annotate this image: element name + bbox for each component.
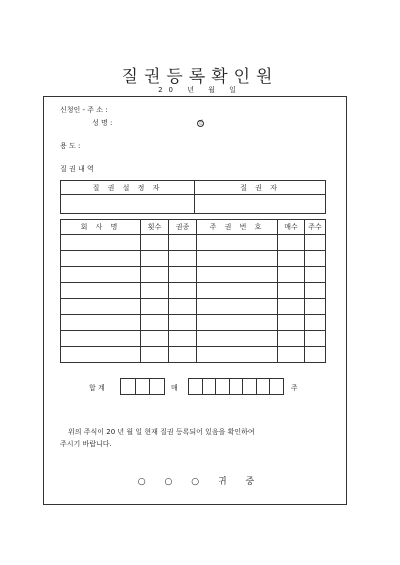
table-row <box>61 315 326 331</box>
table-cell[interactable] <box>278 347 305 363</box>
date-line: 20 년 월 일 <box>158 86 242 94</box>
table-cell[interactable] <box>305 251 326 267</box>
count-header: 횟수 <box>141 220 169 235</box>
table-cell[interactable] <box>169 251 197 267</box>
table-cell[interactable] <box>61 315 141 331</box>
table-cell[interactable] <box>61 331 141 347</box>
table-cell[interactable] <box>305 347 326 363</box>
table-cell[interactable] <box>141 315 169 331</box>
table-cell[interactable] <box>197 235 278 251</box>
table-cell[interactable] <box>141 299 169 315</box>
confirmation-text-line2: 주시기 바랍니다. <box>60 440 112 448</box>
table-cell[interactable] <box>305 315 326 331</box>
table-row <box>61 299 326 315</box>
table-cell[interactable] <box>61 283 141 299</box>
table-cell[interactable] <box>169 283 197 299</box>
table-cell[interactable] <box>61 347 141 363</box>
table-cell[interactable] <box>197 267 278 283</box>
table-cell[interactable] <box>278 315 305 331</box>
table-cell[interactable] <box>141 267 169 283</box>
table-cell[interactable] <box>169 267 197 283</box>
table-cell[interactable] <box>305 267 326 283</box>
table-cell[interactable] <box>169 315 197 331</box>
company-name-header: 회 사 명 <box>61 220 141 235</box>
table-cell[interactable] <box>169 347 197 363</box>
table-row <box>61 283 326 299</box>
certificate-number-header: 주 권 번 호 <box>197 220 278 235</box>
shares-header: 주수 <box>305 220 326 235</box>
pledge-section-label: 질 권 내 역 <box>60 165 94 173</box>
pledgee-header: 질 권 자 <box>195 181 326 195</box>
table-cell[interactable] <box>61 251 141 267</box>
table-cell[interactable] <box>141 283 169 299</box>
table-cell[interactable] <box>197 283 278 299</box>
table-cell[interactable] <box>169 299 197 315</box>
table-cell[interactable] <box>169 331 197 347</box>
seal-mark-icon: 인 <box>198 120 203 126</box>
document-title: 질권등록확인원 <box>121 67 279 87</box>
table-cell[interactable] <box>305 331 326 347</box>
table-cell[interactable] <box>305 299 326 315</box>
pledgor-header: 질 권 설 정 자 <box>61 181 195 195</box>
table-cell[interactable] <box>61 299 141 315</box>
pledge-detail-table <box>60 219 326 363</box>
applicant-name-label: 성 명 : <box>92 119 113 127</box>
applicant-address-label: 신청인 - 주 소 : <box>60 106 108 114</box>
table-row <box>61 331 326 347</box>
pledgee-cell[interactable] <box>195 195 326 214</box>
total-label: 합 계 <box>89 384 105 392</box>
table-cell[interactable] <box>278 267 305 283</box>
table-cell[interactable] <box>141 251 169 267</box>
table-cell[interactable] <box>61 267 141 283</box>
table-cell[interactable] <box>141 347 169 363</box>
table-cell[interactable] <box>278 331 305 347</box>
purpose-label: 용 도 : <box>60 142 81 150</box>
pledge-parties-table <box>60 180 326 214</box>
total-sheets-box[interactable] <box>120 378 165 395</box>
table-row <box>61 235 326 251</box>
table-row <box>61 267 326 283</box>
table-cell[interactable] <box>278 299 305 315</box>
table-cell[interactable] <box>305 235 326 251</box>
pledgor-cell[interactable] <box>61 195 195 214</box>
table-cell[interactable] <box>197 347 278 363</box>
recipient-line: ○ ○ ○ 귀 중 <box>137 477 263 487</box>
table-cell[interactable] <box>197 315 278 331</box>
total-shares-box[interactable] <box>188 378 284 395</box>
table-cell[interactable] <box>141 235 169 251</box>
table-cell[interactable] <box>278 283 305 299</box>
table-cell[interactable] <box>61 235 141 251</box>
share-type-header: 권종 <box>169 220 197 235</box>
table-cell[interactable] <box>169 235 197 251</box>
sheets-unit-label: 매 <box>171 384 178 392</box>
confirmation-text-line1: 위의 주식이 20 년 월 일 현재 질권 등록되어 있음을 확인하여 <box>68 428 255 436</box>
table-cell[interactable] <box>278 251 305 267</box>
table-cell[interactable] <box>197 299 278 315</box>
table-row <box>61 347 326 363</box>
sheets-header: 매수 <box>278 220 305 235</box>
table-cell[interactable] <box>197 251 278 267</box>
table-row <box>61 251 326 267</box>
table-cell[interactable] <box>197 331 278 347</box>
table-cell[interactable] <box>141 331 169 347</box>
table-cell[interactable] <box>278 235 305 251</box>
table-cell[interactable] <box>305 283 326 299</box>
shares-unit-label: 주 <box>291 384 298 392</box>
